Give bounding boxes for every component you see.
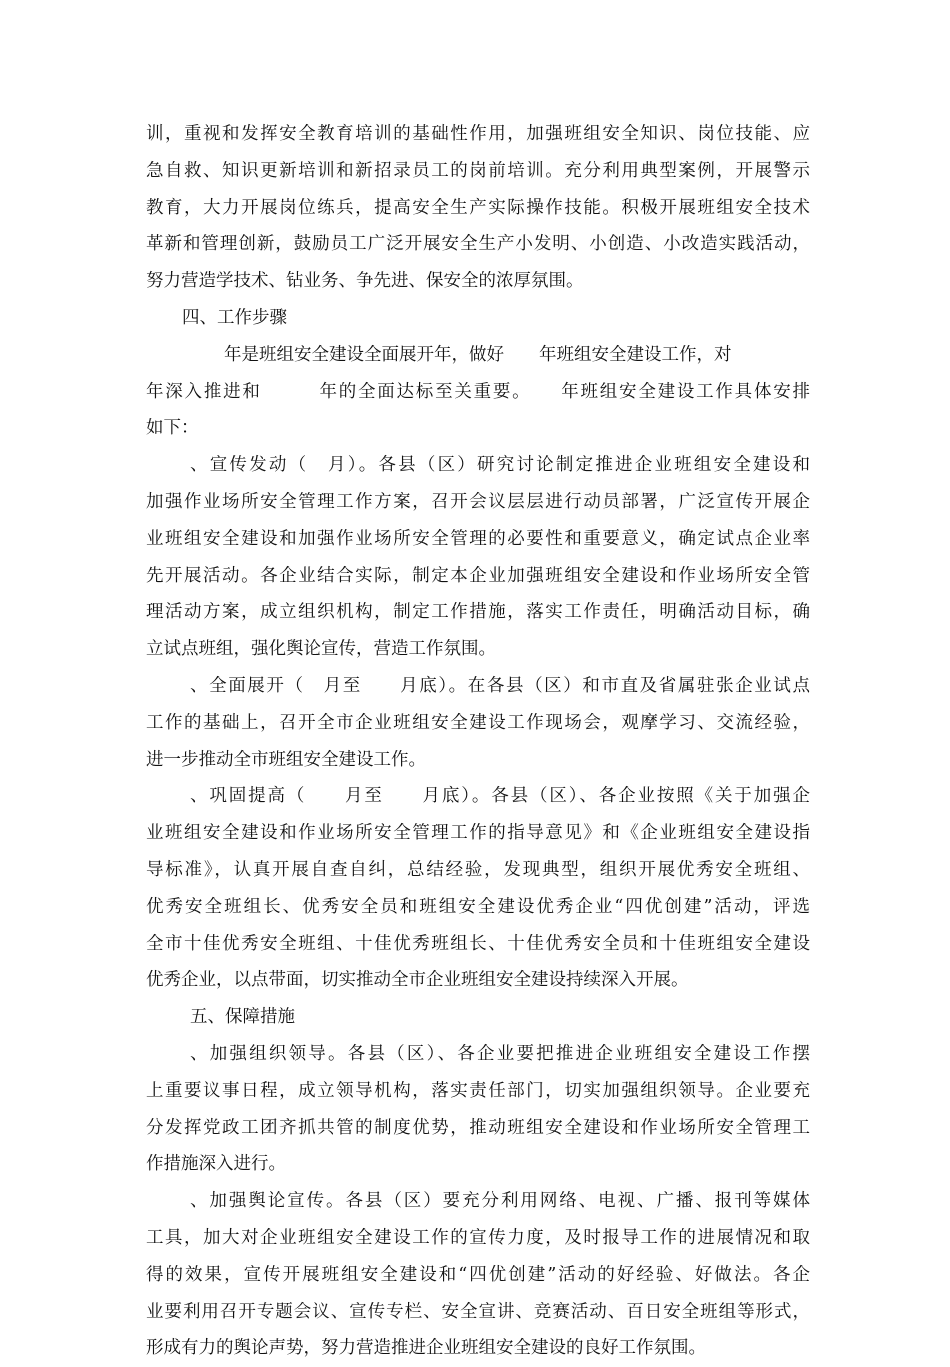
document-body <box>146 116 810 1367</box>
text-line: 形成有力的舆论声势，努力营造推进企业班组安全建设的良好工作氛围。 <box>146 1338 706 1359</box>
text-line: 上重要议事日程，成立领导机构，落实责任部门，切实加强组织领导。企业要充 <box>146 1080 810 1101</box>
text-line: 如下： <box>146 418 199 439</box>
text-line: 、巩固提高（ 月至 月底）。各县（区）、各企业按照《关于加强企 <box>190 786 810 807</box>
text-line: 革新和管理创新，鼓励员工广泛开展安全生产小发明、小创造、小改造实践活动， <box>146 234 810 255</box>
text-line: 、加强舆论宣传。各县（区）要充分利用网络、电视、广播、报刊等媒体 <box>190 1191 810 1212</box>
text-line: 、加强组织领导。各县（区）、各企业要把推进企业班组安全建设工作摆 <box>190 1043 810 1064</box>
text-line: 加强作业场所安全管理工作方案，召开会议层层进行动员部署，广泛宣传开展企 <box>146 491 810 512</box>
text-line: 先开展活动。各企业结合实际，制定本企业加强班组安全建设和作业场所安全管 <box>146 565 810 586</box>
text-line: 作措施深入进行。 <box>146 1154 286 1175</box>
text-line: 业要利用召开专题会议、宣传专栏、安全宣讲、竞赛活动、百日安全班组等形式， <box>146 1301 810 1322</box>
text-line: 教育，大力开展岗位练兵，提高安全生产实际操作技能。积极开展班组安全技术 <box>146 197 810 218</box>
text-line: 急自救、知识更新培训和新招录员工的岗前培训。充分利用典型案例，开展警示 <box>146 160 810 181</box>
text-line: 得的效果，宣传开展班组安全建设和“四优创建”活动的好经验、好做法。各企 <box>146 1264 810 1285</box>
text-line: 四、工作步骤 <box>182 307 287 328</box>
text-line: 分发挥党政工团齐抓共管的制度优势，推动班组安全建设和作业场所安全管理工 <box>146 1117 810 1138</box>
text-line: 五、保障措施 <box>190 1007 295 1028</box>
text-line: 立试点班组，强化舆论宣传，营造工作氛围。 <box>146 639 496 660</box>
text-line: 优秀安全班组长、优秀安全员和班组安全建设优秀企业“四优创建”活动，评选 <box>146 896 810 917</box>
text-line: 进一步推动全市班组安全建设工作。 <box>146 749 426 770</box>
text-line: 业班组安全建设和作业场所安全管理工作的指导意见》和《企业班组安全建设指 <box>146 823 810 844</box>
text-line: 业班组安全建设和加强作业场所安全管理的必要性和重要意义，确定试点企业率 <box>146 528 810 549</box>
text-line: 、全面展开（ 月至 月底）。在各县（区）和市直及省属驻张企业试点 <box>190 675 810 696</box>
text-line: 优秀企业，以点带面，切实推动全市企业班组安全建设持续深入开展。 <box>146 970 689 991</box>
text-line: 导标准》，认真开展自查自纠，总结经验，发现典型，组织开展优秀安全班组、 <box>146 859 810 880</box>
text-line: 工作的基础上，召开全市企业班组安全建设工作现场会，观摩学习、交流经验， <box>146 712 810 733</box>
text-line: 工具，加大对企业班组安全建设工作的宣传力度，及时报导工作的进展情况和取 <box>146 1227 810 1248</box>
text-line: 、宣传发动（ 月）。各县（区）研究讨论制定推进企业班组安全建设和 <box>190 455 810 476</box>
text-line: 年是班组安全建设全面展开年，做好 年班组安全建设工作，对 <box>224 344 732 365</box>
text-line: 努力营造学技术、钻业务、争先进、保安全的浓厚氛围。 <box>146 271 584 292</box>
text-line: 理活动方案，成立组织机构，制定工作措施，落实工作责任，明确活动目标，确 <box>146 602 810 623</box>
text-line: 全市十佳优秀安全班组、十佳优秀班组长、十佳优秀安全员和十佳班组安全建设 <box>146 933 810 954</box>
text-line: 训，重视和发挥安全教育培训的基础性作用，加强班组安全知识、岗位技能、应 <box>146 124 810 144</box>
text-line: 年深入推进和 年的全面达标至关重要。 年班组安全建设工作具体安排 <box>146 381 810 402</box>
